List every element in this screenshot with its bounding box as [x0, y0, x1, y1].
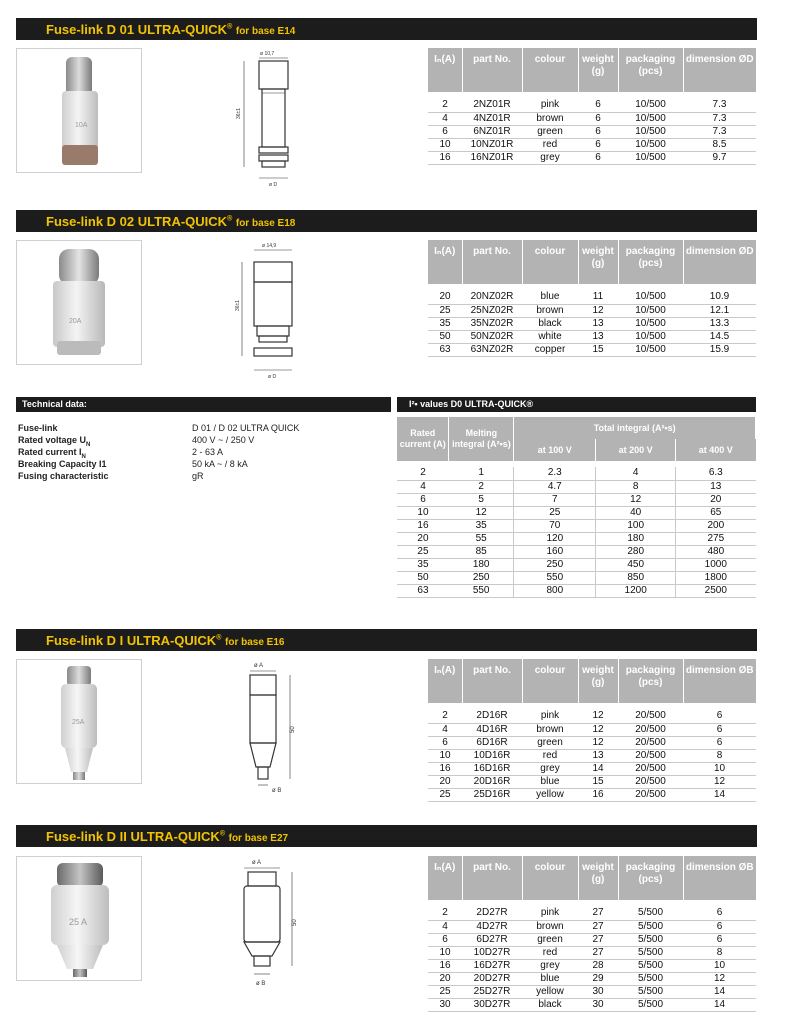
col-packaging: packaging (pcs) — [618, 856, 683, 900]
product-table-d01 — [428, 48, 756, 165]
dimension-drawing-d02 — [232, 240, 302, 385]
col-packaging: packaging (pcs) — [618, 240, 683, 284]
i2t-header: I²• values D0 ULTRA-QUICK® — [397, 397, 756, 412]
col-current: Iₙ(A) — [428, 856, 462, 900]
table-row: 20 55 120 180 275 — [397, 532, 756, 545]
col-colour: colour — [522, 48, 578, 92]
i2t-table — [397, 417, 756, 598]
svg-text:36±1: 36±1 — [236, 107, 242, 119]
col-melting-integral: Melting integral (A²•s) — [449, 417, 514, 461]
product-table-d02 — [428, 240, 756, 357]
table-row: 25 25D16R yellow 16 20/500 14 — [428, 788, 756, 801]
section-title: Fuse-link D 01 ULTRA-QUICK® for base E14 — [46, 22, 296, 37]
col-part-no: part No. — [462, 659, 522, 703]
svg-text:10A: 10A — [75, 122, 88, 129]
table-row: 20 20NZ02R blue 11 10/500 10.9 — [428, 291, 756, 304]
table-row: 63 63NZ02R copper 15 10/500 15.9 — [428, 343, 756, 356]
svg-text:ø A: ø A — [254, 663, 264, 669]
technical-data-header: Technical data: — [16, 397, 391, 412]
svg-text:ø A: ø A — [252, 860, 262, 866]
table-row: 25 25D27R yellow 30 5/500 14 — [428, 985, 756, 998]
section-header-d01 — [16, 18, 757, 40]
col-part-no: part No. — [462, 240, 522, 284]
col-total-integral: Total integral (A²•s) — [514, 417, 756, 439]
table-row: 4 2 4.7 8 13 — [397, 480, 756, 493]
table-row: 35 35NZ02R black 13 10/500 13.3 — [428, 317, 756, 330]
table-row: 6 6NZ01R green 6 10/500 7.3 — [428, 125, 756, 138]
col-packaging: packaging (pcs) — [618, 659, 683, 703]
table-row: 16 16D16R grey 14 20/500 10 — [428, 762, 756, 775]
col-part-no: part No. — [462, 856, 522, 900]
section-title: Fuse-link D 02 ULTRA-QUICK® for base E18 — [46, 214, 296, 229]
svg-text:20A: 20A — [69, 318, 82, 325]
product-table-d1 — [428, 659, 756, 802]
table-row: 50 250 550 850 1800 — [397, 571, 756, 584]
svg-text:ø D: ø D — [269, 182, 278, 188]
col-dimension: dimension ØD — [683, 240, 756, 284]
table-row: 50 50NZ02R white 13 10/500 14.5 — [428, 330, 756, 343]
section-header-d1 — [16, 629, 757, 651]
dimension-drawing-d01 — [232, 48, 302, 193]
table-row: 30 30D27R black 30 5/500 14 — [428, 998, 756, 1011]
table-row: 10 12 25 40 65 — [397, 506, 756, 519]
svg-text:50: 50 — [290, 726, 296, 733]
product-table-d2 — [428, 856, 756, 1012]
table-row: 6 6D16R green 12 20/500 6 — [428, 736, 756, 749]
svg-text:ø 10,7: ø 10,7 — [260, 51, 275, 57]
col-dimension: dimension ØD — [683, 48, 756, 92]
svg-text:ø B: ø B — [256, 981, 266, 987]
table-row: 25 25NZ02R brown 12 10/500 12.1 — [428, 304, 756, 317]
col-colour: colour — [522, 659, 578, 703]
fuse-photo-d02 — [16, 240, 142, 365]
col-weight: weight (g) — [578, 856, 618, 900]
col-at-200v: at 200 V — [596, 439, 676, 461]
col-colour: colour — [522, 856, 578, 900]
svg-text:50: 50 — [292, 919, 298, 926]
table-row: 20 20D27R blue 29 5/500 12 — [428, 972, 756, 985]
col-current: Iₙ(A) — [428, 48, 462, 92]
svg-text:ø B: ø B — [272, 788, 282, 794]
col-colour: colour — [522, 240, 578, 284]
table-row: 16 16NZ01R grey 6 10/500 9.7 — [428, 151, 756, 164]
table-row: 10 10D27R red 27 5/500 8 — [428, 946, 756, 959]
col-at-400v: at 400 V — [676, 439, 756, 461]
table-row: 63 550 800 1200 2500 — [397, 584, 756, 597]
table-row: 2 2D27R pink 27 5/500 6 — [428, 907, 756, 920]
dimension-drawing-d2 — [236, 856, 306, 1001]
table-row: 4 4NZ01R brown 6 10/500 7.3 — [428, 112, 756, 125]
col-weight: weight (g) — [578, 240, 618, 284]
fuse-photo-d2 — [16, 856, 142, 981]
fuse-photo-d01 — [16, 48, 142, 173]
table-row: 4 4D16R brown 12 20/500 6 — [428, 723, 756, 736]
table-row: 35 180 250 450 1000 — [397, 558, 756, 571]
table-row: 2 2D16R pink 12 20/500 6 — [428, 710, 756, 723]
svg-text:36±1: 36±1 — [235, 299, 241, 311]
table-row: 6 5 7 12 20 — [397, 493, 756, 506]
col-weight: weight (g) — [578, 48, 618, 92]
dimension-drawing-d1 — [238, 659, 308, 804]
table-row: 20 20D16R blue 15 20/500 12 — [428, 775, 756, 788]
svg-text:25A: 25A — [72, 719, 85, 726]
table-row: 10 10NZ01R red 6 10/500 8.5 — [428, 138, 756, 151]
table-row: 16 35 70 100 200 — [397, 519, 756, 532]
fuse-photo-d1 — [16, 659, 142, 784]
col-part-no: part No. — [462, 48, 522, 92]
col-rated-current: Rated current (A) — [397, 417, 449, 461]
svg-text:ø 14,9: ø 14,9 — [262, 243, 277, 249]
col-current: Iₙ(A) — [428, 659, 462, 703]
table-row: 25 85 160 280 480 — [397, 545, 756, 558]
col-packaging: packaging (pcs) — [618, 48, 683, 92]
table-row: 6 6D27R green 27 5/500 6 — [428, 933, 756, 946]
col-dimension: dimension ØB — [683, 659, 756, 703]
section-title: Fuse-link D I ULTRA-QUICK® for base E16 — [46, 633, 285, 648]
section-title: Fuse-link D II ULTRA-QUICK® for base E27 — [46, 829, 289, 844]
svg-text:ø D: ø D — [268, 374, 277, 380]
col-dimension: dimension ØB — [683, 856, 756, 900]
svg-text:25 A: 25 A — [69, 917, 88, 927]
table-row: 4 4D27R brown 27 5/500 6 — [428, 920, 756, 933]
table-row: 2 1 2.3 4 6.3 — [397, 467, 756, 480]
col-current: Iₙ(A) — [428, 240, 462, 284]
table-row: 16 16D27R grey 28 5/500 10 — [428, 959, 756, 972]
section-header-d2 — [16, 825, 757, 847]
table-row: 10 10D16R red 13 20/500 8 — [428, 749, 756, 762]
col-at-100v: at 100 V — [514, 439, 596, 461]
section-header-d02 — [16, 210, 757, 232]
table-row: 2 2NZ01R pink 6 10/500 7.3 — [428, 99, 756, 112]
col-weight: weight (g) — [578, 659, 618, 703]
